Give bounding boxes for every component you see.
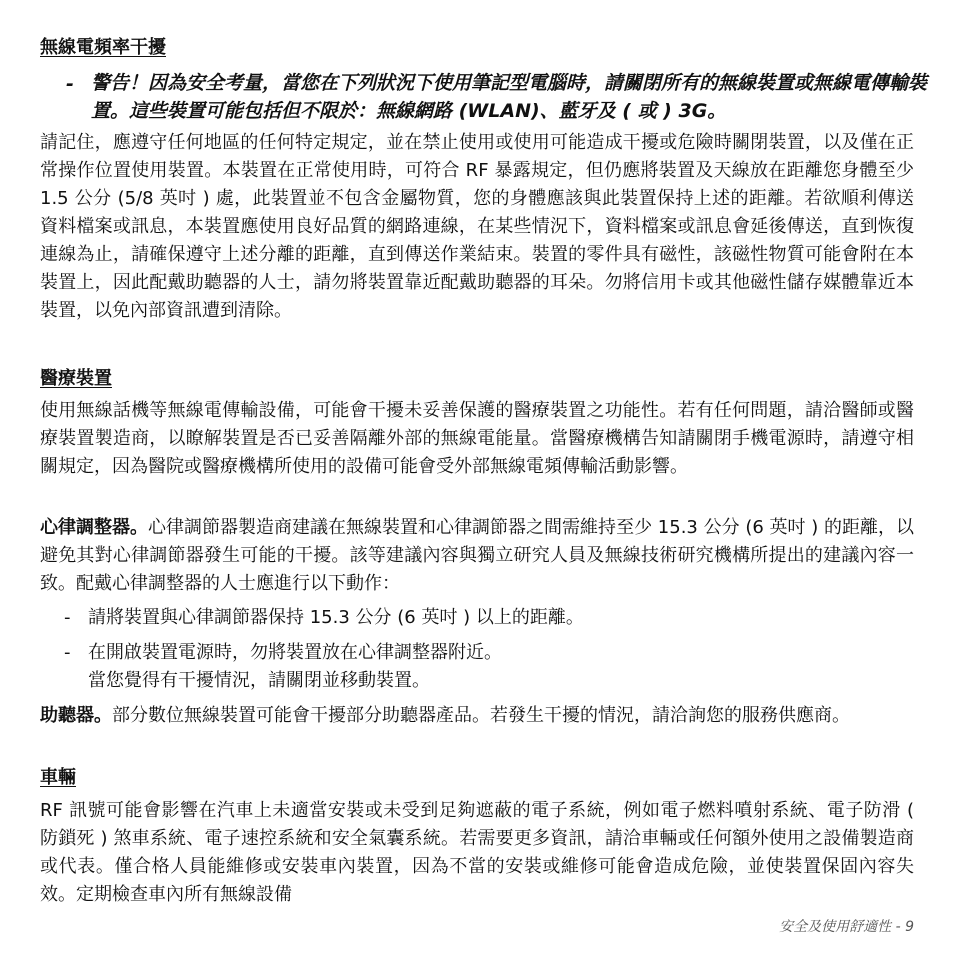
warning-dash: - xyxy=(66,73,74,95)
hearing-aids-lead: 助聽器。 xyxy=(40,705,112,726)
pacemaker-paragraph xyxy=(40,514,914,598)
page-footer: 安全及使用舒適性 - 9 xyxy=(779,919,914,935)
bullet-item-2 xyxy=(88,639,914,695)
vehicles-body-paragraph: RF 訊號可能會影響在汽車上未適當安裝或未受到足夠遮蔽的電子系統，例如電子燃料噴射系統、電子防滑 ( 防鎖死 ) 煞車系統、電子速控系統和安全氣囊系統。若需要更多資訊，請洽車輛或任何額外使用之設備製造商或代表。僅合格人員能維修或安裝車內裝置，因為不當的安裝或維修可能會造成危險，並使裝置保固內容失效。定期檢查車內所有無線設備 xyxy=(40,800,914,905)
hearing-aids-paragraph xyxy=(40,702,914,730)
bullet-item-2-line1: 在開啟裝置電源時，勿將裝置放在心律調整器附近。 xyxy=(88,642,502,663)
pacemaker-body: 心律調節器製造商建議在無線裝置和心律調節器之間需維持至少 15.3 公分 (6 英吋 ) 的距離，以避免其對心律調節器發生可能的干擾。該等建議內容與獨立研究人員及無線技術研究機構所提出的建議內容一致。配戴心律調整器的人士應進行以下動作： xyxy=(40,517,914,594)
heading-vehicles: 車輛 xyxy=(40,767,76,788)
warning-text: 警告！因為安全考量，當您在下列狀況下使用筆記型電腦時，請關閉所有的無線裝置或無線電傳輸裝置。這些裝置可能包括但不限於：無線網路 (WLAN)、藍牙及 ( 或 ) 3G。 xyxy=(91,72,928,122)
bullet-item-2-line2: 當您覺得有干擾情況，請關閉並移動裝置。 xyxy=(88,670,430,691)
heading-medical-devices: 醫療裝置 xyxy=(40,368,112,389)
medical-body-paragraph: 使用無線話機等無線電傳輸設備，可能會干擾未妥善保護的醫療裝置之功能性。若有任何問題，請洽醫師或醫療裝置製造商，以瞭解裝置是否已妥善隔離外部的無線電能量。當醫療機構告知請關閉手機電源時，請遵守相關規定，因為醫院或醫療機構所使用的設備可能會受外部無線電頻傳輸活動影響。 xyxy=(40,400,914,477)
hearing-aids-body: 部分數位無線裝置可能會干擾部分助聽器產品。若發生干擾的情況，請洽詢您的服務供應商。 xyxy=(112,705,850,726)
bullet-dash-2: - xyxy=(64,642,71,663)
pacemaker-lead: 心律調整器。 xyxy=(40,517,149,538)
heading-rf-interference: 無線電頻率干擾 xyxy=(40,37,166,58)
rf-body-paragraph: 請記住，應遵守任何地區的任何特定規定，並在禁止使用或使用可能造成干擾或危險時關閉裝置，以及僅在正常操作位置使用裝置。本裝置在正常使用時，可符合 RF 暴露規定，但仍應將裝置及天線放在距離您身體至少 1.5 公分 (5/8 英吋 ) 處，此裝置並不包含金屬物質，您的身體應該與此裝置保持上述的距離。若欲順利傳送資料檔案或訊息，本裝置應使用良好品質的網路連線，在某些情況下，資料檔案或訊息會延後傳送，直到恢復連線為止，請確保遵守上述分離的距離，直到傳送作業結束。裝置的零件具有磁性，該磁性物質可能會附在本裝置上，因此配戴助聽器的人士，請勿將裝置靠近配戴助聽器的耳朵。勿將信用卡或其他磁性儲存媒體靠近本裝置，以免內部資訊遭到清除。 xyxy=(40,132,914,321)
bullet-item-1 xyxy=(88,604,914,632)
bullet-dash-1: - xyxy=(64,607,71,628)
bullet-item-1-line1: 請將裝置與心律調節器保持 15.3 公分 (6 英吋 ) 以上的距離。 xyxy=(88,607,584,628)
